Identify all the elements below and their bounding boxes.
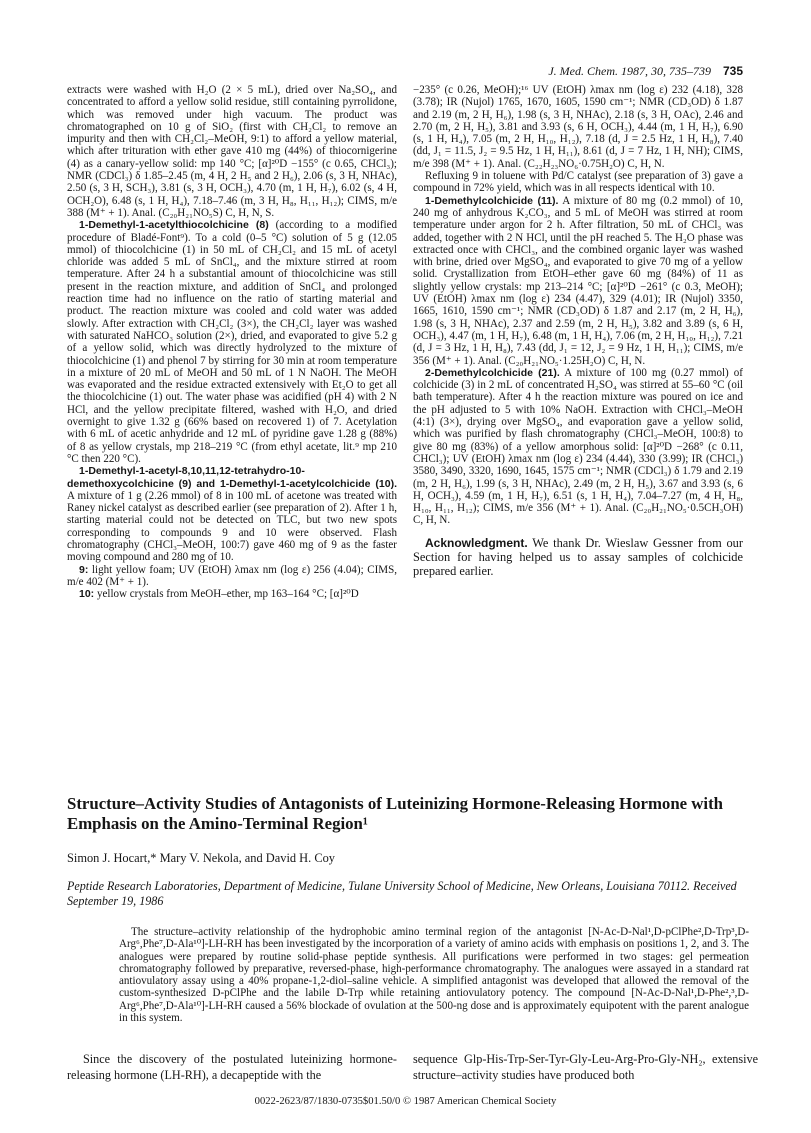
acknowledgment-heading: Acknowledgment. <box>425 535 528 550</box>
paragraph <box>67 564 397 589</box>
paragraph <box>67 219 397 465</box>
article-title: Structure–Activity Studies of Antagonists of Luteinizing Hormone-Releasing Hormone with Emphasis on the Amino-Terminal Region¹ <box>67 794 724 833</box>
paragraph-text: yellow crystals from MeOH–ether, mp 163–164 °C; [α]²⁰D <box>94 588 359 601</box>
intro-text-left: Since the discovery of the postulated luteinizing hormone-releasing hormone (LH-RH), a decapeptide with the <box>67 1052 397 1082</box>
paragraph-text: A mixture of 80 mg (0.2 mmol) of 10, 240 mg of anhydrous K₂CO₃, and 5 mL of MeOH was stirred at room temperature under argon for 2 h. After filtration, 50 mL of CHCl₃ was added, together with 2 N HCl, until the pH reached 5. The H₂O phase was extracted once with CHCl₃, and the combined organic layer was washed with brine, dried over MgSO₄, and evaporated to give 70 mg of a yellow solid. Crystallization from EtOH–ether gave 60 mg (84%) of 11 as slightly yellow crystals: mp 213–214 °C; [α]²⁰D −261° (c 0.3, MeOH); UV (EtOH) λmax nm (log ε) 234 (4.47), 329 (4.01); IR (Nujol) 3350, 1665, 1610, 1590 cm⁻¹; NMR (CD₃OD) δ 1.87 and 2.17 (m, 2 H, H₆), 1.98 (s, 3 H, NHAc), 2.37 and 2.59 (m, 2 H, H₅), 3.82 and 3.89 (s, 6 H, OCH₃), 4.47 (m, 1 H, H₇), 6.48 (m, 1 H, H₄), 7.06 (m, 2 H, H₁₀, H₁₂), 7.21 (d, J = 3 Hz, 1 H, H₈), 7.43 (dd, J₁ = 12, J₂ = 9 Hz, 1 H, H₁₁); CIMS, m/e 356 (M⁺ + 1). Anal. (C₂₀H₂₁NO₅·1.25H₂O) C, H, N. <box>413 194 743 367</box>
page-number: 735 <box>722 64 743 78</box>
paragraph-text: A mixture of 1 g (2.26 mmol) of 8 in 100 mL of acetone was treated with Raney nickel catalyst as described earlier (see preparation of 2). After 1 h, starting material could not be detected on TLC, but two new spots corresponding to compounds 9 and 10 were observed. Flash chromatography (CHCl₃–MeOH, 100:7) gave 460 mg of 9 as the faster moving compound and 280 mg of 10. <box>67 489 397 564</box>
article-authors: Simon J. Hocart,* Mary V. Nekola, and David H. Coy <box>67 851 335 865</box>
compound-heading: 1-Demethyl-1-acetyl-8,10,11,12-tetrahydro-10-demethoxycolchicine (9) and 1-Demethyl-1-acetylcolchicide (10). <box>67 465 397 490</box>
paragraph: −235° (c 0.26, MeOH);¹⁶ UV (EtOH) λmax nm (log ε) 232 (4.18), 328 (3.78); IR (Nujol) 1765, 1670, 1605, 1590 cm⁻¹; NMR (CD₃OD) δ 1.87 and 2.19 (m, 2 H, H₆), 1.98 (s, 3 H, NHAc), 2.18 (s, 3 H, OAc), 2.46 and 2.70 (m, 2 H, H₅), 3.81 and 3.93 (s, 6 H, OCH₃), 4.44 (m, 1 H, H₇), 6.90 (s, 1 H, H₄), 7.05 (m, 2 H, H₁₀, H₁₂), 7.18 (d, J = 2.5 Hz, 1 H, H₈), 7.40 (dd, J₁ = 11.5, J₂ = 9.5 Hz, 1 H, H₁₁), 8.61 (d, J = 7 Hz, 1 H, NH); CIMS, m/e 398 (M⁺ + 1). Anal. (C₂₂H₂₃NO₆·0.75H₂O) C, H, N. <box>413 84 743 170</box>
paragraph-text: (according to a modified procedure of Bladé-Font⁹). To a cold (0–5 °C) solution of 5 g (12.05 mmol) of thiocolchicine (1) in 50 mL of CH₂Cl₂ and 15 mL of acetyl chloride was added 5 mL of SnCl₄, and the mixture stirred at room temperature. After 24 h a substantial amount of thiocolchicine was still present in the reaction mixture, and addition of SnCl₄ and prolonged reaction time had no influence on the ratio of starting material and product. The reaction mixture was cooled and cold water was added slowly. After extraction with CH₂Cl₂ (3×), the CH₂Cl₂ layer was washed with saturated NaHCO₃ solution (2×), dried, and evaporated to give 5.2 g of a yellow solid, which was directly hydrolyzed to the mixture of thiocolchicine (1) and phenol 7 by stirring for 30 min at room temperature in a mixture of 20 mL of MeOH and 50 mL of 1 N NaOH. The MeOH was evaporated and the residue extracted extensively with Et₂O to get all the thiocolchicine (1) out. The water phase was acidified (pH 4) with 2 N HCl, and the yellow precipitate filtered, washed with H₂O, and dried overnight to give 1.32 g (66% based on recovered 1) of 7. Acetylation with 6 mL of acetic anhydride and 12 mL of pyridine gave 1.28 g (88%) of 8 as yellow crystals, mp 218–219 °C (from ethyl acetate, lit.⁹ mp 210 °C then 220 °C). <box>67 219 397 465</box>
compound-heading: 2-Demethylcolchicide (21). <box>425 366 560 379</box>
running-header-journal: J. Med. Chem. 1987, 30, 735–739 <box>548 64 711 78</box>
compound-label: 10: <box>79 588 95 601</box>
compound-heading: 1-Demethylcolchicide (11). <box>425 194 559 207</box>
paragraph <box>413 367 743 527</box>
paragraph: extracts were washed with H₂O (2 × 5 mL), dried over Na₂SO₄, and concentrated to afford a yellow solid residue, still containing pyrrolidone, which was removed under high vacuum. The product was chromatographed on 10 g of SiO₂ (first with CH₂Cl₂ to remove an impurity and then with CH₂Cl₂–MeOH, 9:1) to afford a yellow material, which after trituration with ether gave 410 mg (44%) of thiocornigerine (4) as a canary-yellow solid: mp 140 °C; [α]²⁰D −155° (c 0.65, CHCl₃); NMR (CDCl₃) δ 1.85–2.45 (m, 4 H, 2 H₅ and 2 H₆), 2.06 (s, 3 H, NHAc), 2.50 (s, 3 H, SCH₃), 3.81 (s, 3 H, OCH₃), 4.70 (m, 1 H, H₇), 6.02 (s, 4 H, OCH₂O), 6.48 (s, 1 H, H₄), 7.18–7.46 (m, 3 H, H₈, H₁₁, H₁₂); CIMS, m/e 388 (M⁺ + 1). Anal. (C₂₀H₂₁NO₅S) C, H, N, S. <box>67 84 397 219</box>
article-abstract: The structure–activity relationship of the hydrophobic amino terminal region of the antagonist [N-Ac-D-Nal¹,D-pClPhe²,D-Trp³,D-Arg⁶,Phe⁷,D-Ala¹⁰]-LH-RH has been investigated by the incorporation of a variety of amino acids with emphasis on positions 1, 2, and 3. The analogues were prepared by routine solid-phase peptide synthesis. All purifications were performed in two stages: gel permeation chromatography followed by preparative, reversed-phase, high-performance chromatography. The analogues were assayed in a standard rat antiovulatory assay using a 40% propane-1,2-diol–saline vehicle. A simplified antagonist was developed that allowed the removal of the custom-synthesized D-pClPhe and the labile D-Trp while retaining antiovulatory potency. The compound [N-Ac-D-Nal¹,D-Phe²,³,D-Arg⁶,Phe⁷,D-Ala¹⁰]-LH-RH caused a 56% blockade of ovulation at the 500-ng dose and is approximately equipotent with the parent analogue in this system. <box>119 926 749 1025</box>
page-footer: 0022-2623/87/1830-0735$01.50/0 © 1987 American Chemical Society <box>254 1096 557 1107</box>
paragraph-text: light yellow foam; UV (EtOH) λmax nm (log ε) 256 (4.04); CIMS, m/e 402 (M⁺ + 1). <box>67 563 397 588</box>
compound-label: 9: <box>79 563 89 576</box>
paragraph-text: A mixture of 100 mg (0.27 mmol) of colchicide (3) in 2 mL of concentrated H₂SO₄ was stirred at 55–60 °C (oil bath temperature). After 4 h the reaction mixture was poured on ice and the pH adjusted to 5 with 10% NaOH. Extraction with CHCl₃–MeOH (4:1) (3×), drying over MgSO₄, and evaporation gave a yellow solid, which was purified by flash chromatography (CHCl₃–MeOH, 100:8) to give 80 mg (83%) of a yellow amorphous solid: [α]²⁰D −268° (c 0.11, CHCl₃); UV (EtOH) λmax nm (log ε) 234 (4.44), 330 (3.99); IR (CHCl₃) 3580, 3490, 3320, 1690, 1645, 1575 cm⁻¹; NMR (CDCl₃) δ 1.79 and 2.19 (m, 2 H, H₆), 1.99 (s, 3 H, NHAc), 2.49 (m, 2 H, H₅), 3.67 and 3.93 (s, 6 H, OCH₃), 4.59 (m, 1 H, H₇), 6.51 (s, 1 H, H₄), 7.04–7.27 (m, 4 H, H₈, H₁₀, H₁₁, H₁₂); CIMS, m/e 356 (M⁺ + 1). Anal. (C₂₀H₂₁NO₅·0.5CH₃OH) C, H, N. <box>413 366 743 527</box>
acknowledgment-text: We thank Dr. Wieslaw Gessner from our Section for having helped us to assay samples of colchicide prepared earlier. <box>413 535 743 578</box>
paragraph <box>67 465 397 563</box>
article-affiliation: Peptide Research Laboratories, Department of Medicine, Tulane University School of Medicine, New Orleans, Louisiana 70112. Received September 19, 1986 <box>67 879 737 908</box>
intro-text-right: sequence Glp-His-Trp-Ser-Tyr-Gly-Leu-Arg-Pro-Gly-NH₂, extensive structure–activity studies have produced both <box>413 1052 758 1082</box>
left-column <box>67 84 397 600</box>
paragraph <box>413 195 743 367</box>
compound-heading: 1-Demethyl-1-acetylthiocolchicine (8) <box>79 219 269 232</box>
acknowledgment <box>413 536 743 578</box>
paragraph <box>67 588 397 600</box>
paragraph: Refluxing 9 in toluene with Pd/C catalyst (see preparation of 3) gave a compound in 72% yield, which was in all respects identical with 10. <box>413 170 743 195</box>
right-column <box>413 84 743 578</box>
